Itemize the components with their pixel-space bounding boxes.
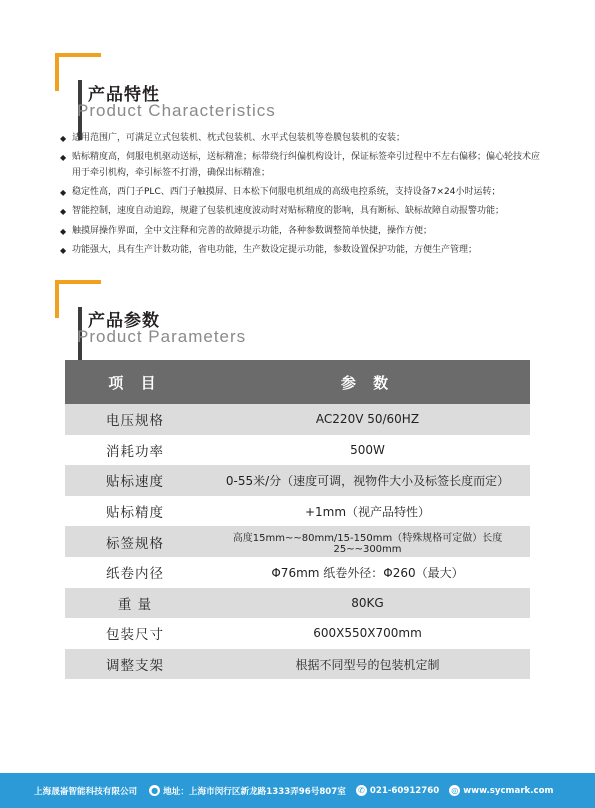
param-value: 高度15mm~~80mm/15-150mm（特殊规格可定做）长度25~~300mm xyxy=(205,526,530,557)
table-row xyxy=(65,404,530,435)
characteristics-title-cn: 产品特性 xyxy=(88,85,160,105)
characteristics-list xyxy=(60,131,545,262)
param-value: 80KG xyxy=(205,588,530,619)
feature-text: 功能强大，具有生产计数功能，省电功能，生产数设定提示功能，参数设置保护功能，方便生产管理； xyxy=(72,244,478,255)
list-item xyxy=(60,243,545,259)
param-key: 贴标精度 xyxy=(65,496,205,527)
diamond-bullet-icon: ◆ xyxy=(60,134,67,143)
diamond-bullet-icon: ◆ xyxy=(60,188,67,198)
table-header-row xyxy=(65,360,530,404)
param-value: 根据不同型号的包装机定制 xyxy=(205,649,530,680)
param-key: 重 量 xyxy=(65,588,205,619)
location-pin-icon: ● xyxy=(149,785,160,796)
website-link[interactable]: www.sycmark.com xyxy=(463,785,554,796)
table-row xyxy=(65,526,530,557)
param-key: 电压规格 xyxy=(65,404,205,435)
param-value: Φ76mm 纸卷外径：Φ260（最大） xyxy=(205,557,530,588)
column-header-value: 参 数 xyxy=(205,360,530,404)
diamond-bullet-icon: ◆ xyxy=(60,245,67,255)
list-item xyxy=(60,224,545,240)
characteristics-title-en: Product Characteristics xyxy=(77,101,276,120)
param-value: 600X550X700mm xyxy=(205,618,530,649)
company-name: 上海晟崙智能科技有限公司 xyxy=(34,786,138,797)
param-value: AC220V 50/60HZ xyxy=(205,404,530,435)
globe-icon: ◎ xyxy=(449,785,460,796)
footer-phone xyxy=(356,785,439,796)
table-row xyxy=(65,465,530,496)
param-key: 贴标速度 xyxy=(65,465,205,496)
feature-text: 智能控制，速度自动追踪，规避了包装机速度波动时对贴标精度的影响，具有断标、缺标故障自动报警功能； xyxy=(72,206,505,217)
table-row xyxy=(65,649,530,680)
list-item xyxy=(60,185,545,201)
table-row xyxy=(65,618,530,649)
param-key: 纸卷内径 xyxy=(65,557,205,588)
diamond-bullet-icon: ◆ xyxy=(60,153,67,163)
feature-text: 稳定性高，西门子PLC、西门子触摸屏、日本松下伺服电机组成的高级电控系统，支持设备7×24小时运转； xyxy=(72,187,501,198)
list-item xyxy=(60,131,545,147)
address-text: 地址：上海市闵行区新龙路1333弄96号807室 xyxy=(163,786,346,797)
parameters-title-cn: 产品参数 xyxy=(88,311,160,331)
footer-website xyxy=(449,785,553,796)
feature-text: 触摸屏操作界面，全中文注释和完善的故障提示功能，各种参数调整简单快捷，操作方便； xyxy=(72,225,433,236)
column-header-item: 项 目 xyxy=(65,360,205,404)
list-item xyxy=(60,204,545,220)
footer-address xyxy=(149,785,346,797)
table-row xyxy=(65,557,530,588)
param-key: 消耗功率 xyxy=(65,435,205,466)
phone-text: 021-60912760 xyxy=(369,785,440,796)
list-item xyxy=(60,150,545,181)
feature-text: 适用范围广，可满足立式包装机、枕式包装机、水平式包装机等卷膜包装机的安装； xyxy=(72,133,406,143)
parameters-table xyxy=(65,360,530,679)
footer-company xyxy=(34,785,137,797)
diamond-bullet-icon: ◆ xyxy=(60,226,67,236)
footer-bar xyxy=(0,773,595,808)
param-value: 0-55米/分（速度可调，视物件大小及标签长度而定） xyxy=(205,465,530,496)
param-value: 500W xyxy=(205,435,530,466)
param-value: +1mm（视产品特性） xyxy=(205,496,530,527)
table-row xyxy=(65,435,530,466)
table-row xyxy=(65,496,530,527)
feature-text: 贴标精度高，伺服电机驱动送标，送标精准；标带绕行纠偏机构设计，保证标签牵引过程中不左右偏移；偏心轮技术应用于牵引机构，牵引标签不打滑，确保出标精准； xyxy=(72,152,541,178)
param-key: 标签规格 xyxy=(65,526,205,557)
param-key: 包装尺寸 xyxy=(65,618,205,649)
diamond-bullet-icon: ◆ xyxy=(60,207,67,217)
phone-icon: ✆ xyxy=(356,785,367,796)
param-key: 调整支架 xyxy=(65,649,205,680)
parameters-title-en: Product Parameters xyxy=(77,327,247,346)
table-row xyxy=(65,588,530,619)
